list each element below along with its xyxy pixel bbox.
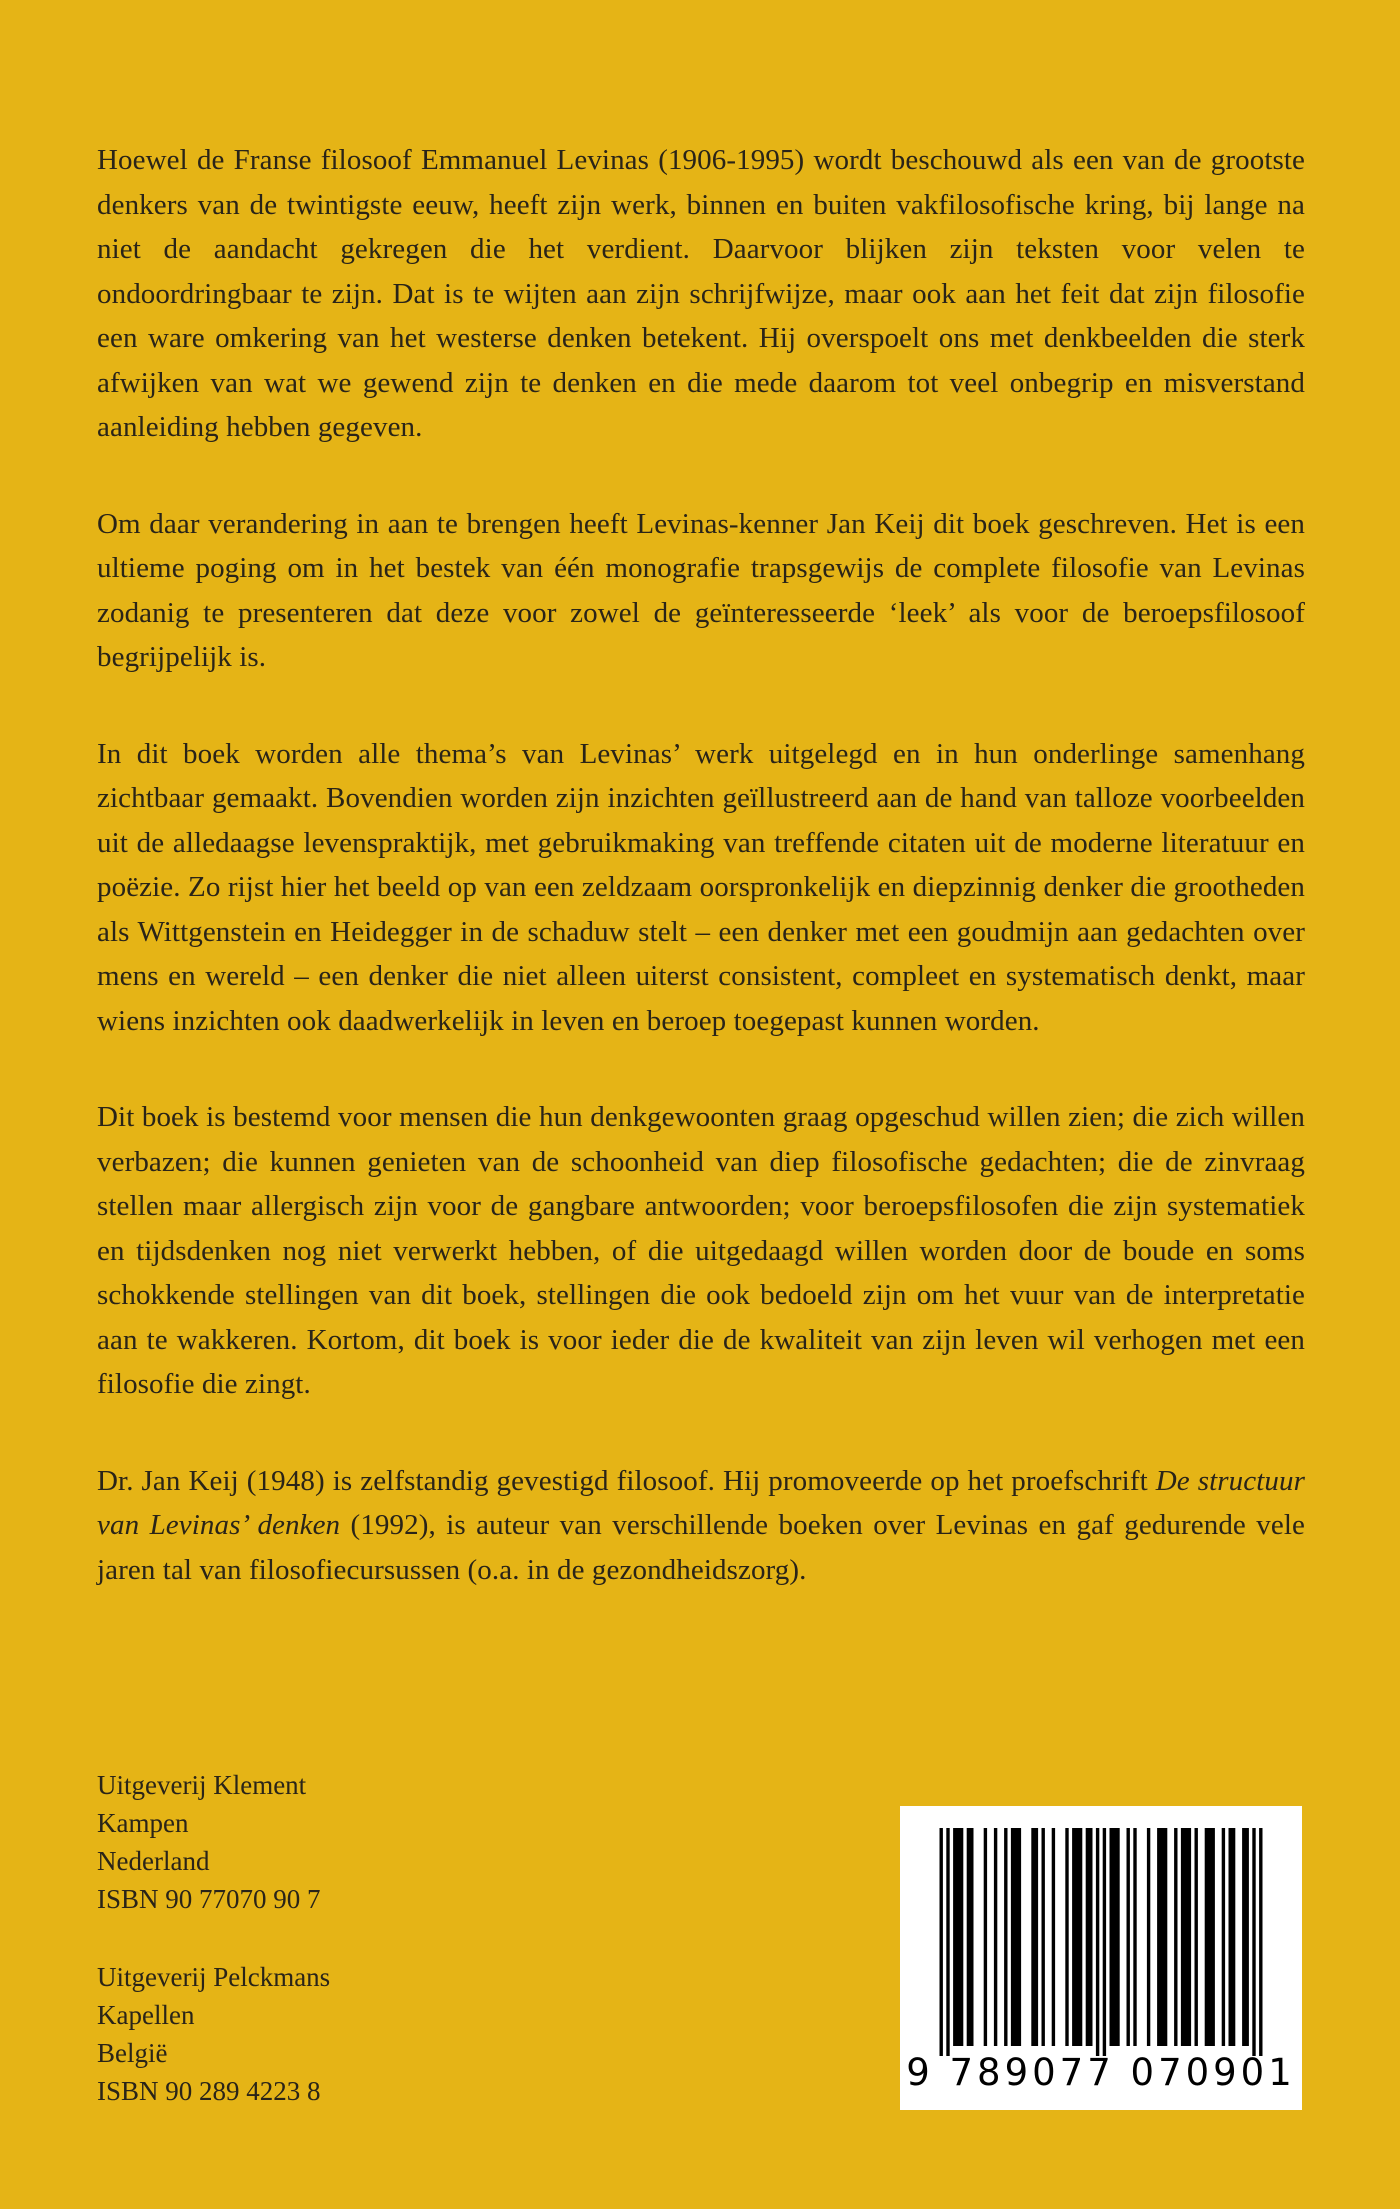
publisher-belgium (97, 1958, 330, 2110)
publisher-city: Kapellen (97, 2000, 195, 2030)
paragraph-contents: In dit boek worden alle thema’s van Levinas’ werk uitgelegd en in hun onderlinge samenhang zichtbaar gemaakt. Bovendien worden zijn inzichten geïllustreerd aan de hand van talloze voorbeelden uit de alledaagse levenspraktijk, met gebruikmaking van treffende citaten uit de moderne literatuur en poëzie. Zo rijst hier het beeld op van een zeldzaam oorspronkelijk en diepzinnig denker die grootheden als Wittgenstein en Heidegger in de schaduw stelt – een denker met een goudmijn aan gedachten over mens en wereld – een denker die niet alleen uiterst consistent, compleet en systematisch denkt, maar wiens inzichten ook daadwerkelijk in leven en beroep toegepast kunnen worden. (97, 737, 1305, 1037)
publisher-netherlands (97, 1766, 321, 1918)
publisher-city: Kampen (97, 1808, 189, 1838)
barcode-bar (1229, 1828, 1236, 2046)
barcode-bar (967, 1828, 974, 2046)
isbn-barcode (900, 1806, 1302, 2110)
blurb-text (97, 138, 1305, 1644)
barcode-bar (1259, 1828, 1262, 2056)
publisher-country: Nederland (97, 1846, 210, 1876)
barcode-bar (1031, 1828, 1038, 2046)
publisher-isbn: ISBN 90 289 4223 8 (97, 2076, 321, 2106)
thesis-title: De structuur van Levinas’ denken (97, 1464, 1305, 1541)
barcode-bar (1147, 1828, 1150, 2046)
barcode-number: 9 789077 070901 (906, 2051, 1296, 2094)
barcode-bar (1052, 1828, 1055, 2046)
barcode-bar (1157, 1828, 1167, 2046)
paragraph-purpose: Om daar verandering in aan te brengen heeft Levinas-kenner Jan Keij dit boek geschreven. Het is een ultieme poging om in het bestek van één monografie trapsgewijs de complete filosofie van Levinas zodanig te presenteren dat deze voor zowel de geïnteresseerde ‘leek’ als voor de beroepsfilosoof begrijpelijk is. (97, 507, 1305, 673)
barcode-bar (1042, 1828, 1045, 2046)
barcode-bar (1133, 1828, 1136, 2046)
barcode-bar (1181, 1828, 1191, 2046)
barcode-bar (940, 1828, 943, 2056)
barcode-bar (953, 1828, 963, 2046)
barcode-bar (1086, 1828, 1093, 2046)
paragraph-intro: Hoewel de Franse filosoof Emmanuel Levinas (1906-1995) wordt beschouwd als een van de grootste denkers van de twintigste eeuw, heeft zijn werk, binnen en buiten vakfilosofische kring, bij lange na niet de aandacht gekregen die het verdient. Daarvoor blijken zijn teksten voor velen te ondoordringbaar te zijn. Dat is te wijten aan zijn schrijfwijze, maar ook aan het feit dat zijn filosofie een ware omkering van het westerse denken betekent. Hij overspoelt ons met denkbeelden die sterk afwijken van wat we gewend zijn te denken en die mede daarom tot veel onbegrip en misverstand aanleiding hebben gegeven. (97, 144, 1305, 443)
barcode-bar (1110, 1828, 1120, 2046)
barcode-bar (1252, 1828, 1255, 2056)
barcode-bar (1127, 1828, 1130, 2046)
author-bio-intro: Dr. Jan Keij (1948) is zelfstandig gevestigd filosoof. Hij promoveerde op het proefschrift (97, 1464, 1156, 1497)
barcode-bar (1011, 1828, 1021, 2046)
barcode-bar (1096, 1828, 1099, 2056)
barcode-bar (1174, 1828, 1177, 2046)
paragraph-audience: Dit boek is bestemd voor mensen die hun denkgewoonten graag opgeschud willen zien; die zich willen verbazen; die kunnen genieten van de schoonheid van diep filosofische gedachten; die de zinvraag stellen maar allergisch zijn voor de gangbare antwoorden; voor beroepsfilosofen die zijn systematiek en tijdsdenken nog niet verwerkt hebben, of die uitgedaagd willen worden door de boude en soms schokkende stellingen van dit boek, stellingen die ook bedoeld zijn om het vuur van de interpretatie aan te wakkeren. Kortom, dit boek is voor ieder die de kwaliteit van zijn leven wil verhogen met een filosofie die zingt. (97, 1101, 1305, 1400)
barcode-bar (984, 1828, 987, 2046)
barcode-bar (1242, 1828, 1249, 2046)
barcode-bar (1072, 1828, 1082, 2046)
barcode-bar (1205, 1828, 1215, 2046)
publisher-name: Uitgeverij Klement (97, 1770, 307, 1800)
barcode-bar (1222, 1828, 1225, 2046)
publisher-name: Uitgeverij Pelckmans (97, 1962, 331, 1992)
author-bio (97, 1459, 1305, 1593)
barcode-bar (994, 1828, 997, 2046)
barcode-bar (946, 1828, 949, 2056)
barcode-bar (1004, 1828, 1007, 2046)
publisher-country: België (97, 2038, 168, 2068)
barcode-bar (1195, 1828, 1198, 2046)
publisher-isbn: ISBN 90 77070 90 7 (97, 1884, 321, 1914)
barcode-bar (1065, 1828, 1068, 2046)
barcode-bar (1103, 1828, 1106, 2056)
author-bio-rest: (1992), is auteur van verschillende boeken over Levinas en gaf gedurende vele jaren tal van filosofiecursussen (o.a. in de gezondheidszorg). (97, 1509, 1305, 1586)
